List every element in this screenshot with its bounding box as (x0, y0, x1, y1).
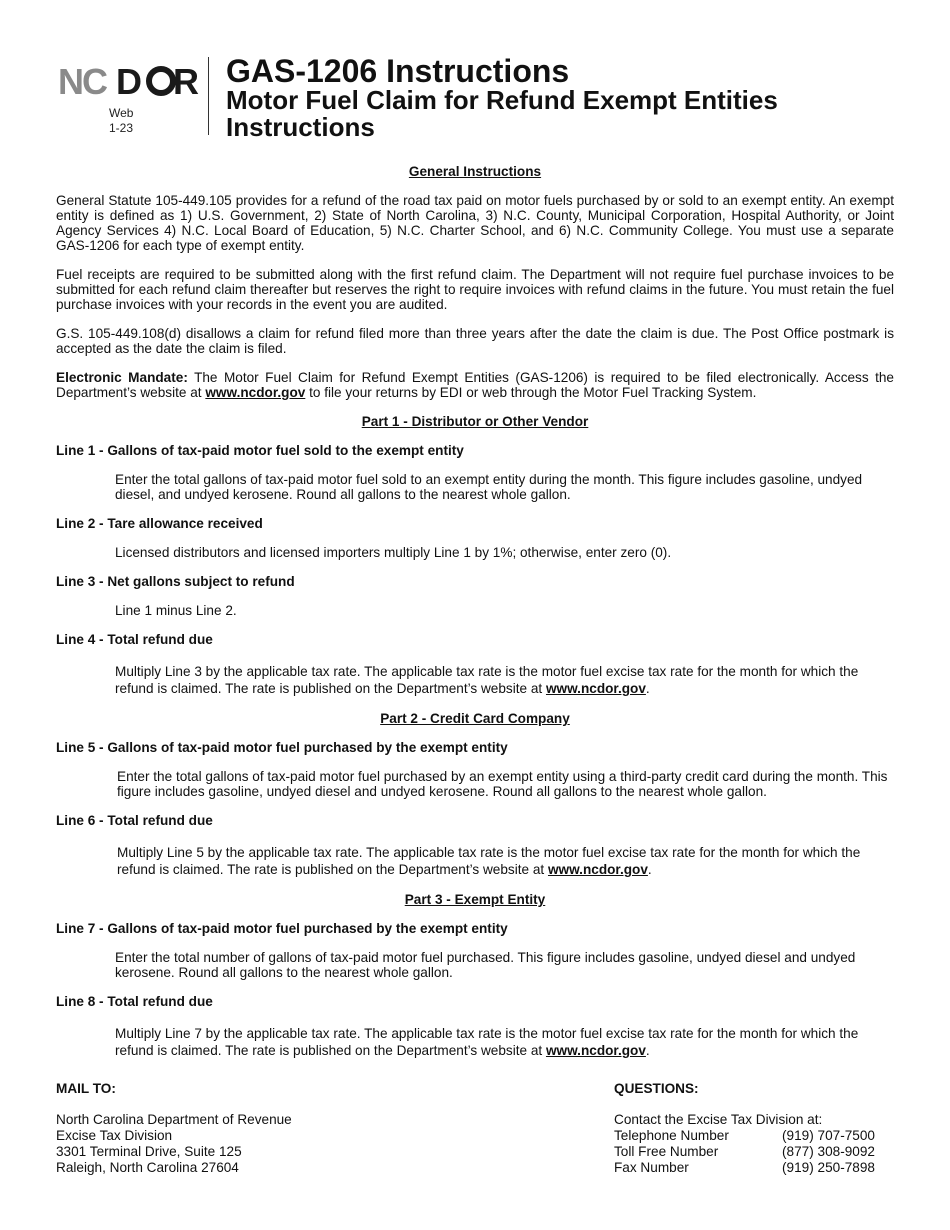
form-title: GAS-1206 Instructions (226, 53, 570, 89)
tollfree-label: Toll Free Number (614, 1144, 719, 1159)
tollfree-value: (877) 308-9092 (782, 1144, 875, 1159)
mail-to-block (56, 1081, 292, 1176)
mandate-text-1: The Motor Fuel Claim for Refund Exempt Entities (GAS-1206) is required to be filed electronically. Access the Department’s website at (56, 370, 894, 400)
phone-label: Telephone Number (614, 1128, 729, 1143)
questions-intro: Contact the Excise Tax Division at: (614, 1112, 823, 1127)
mail-line-2: Excise Tax Division (56, 1128, 173, 1143)
ncdor-link[interactable]: www.ncdor.gov (545, 681, 646, 696)
line1-text: Enter the total gallons of tax-paid motor fuel sold to an exempt entity during the month. This figure includes gasoline, undyed diesel, and undyed kerosene. Round all gallons to the nearest whole gallon. (115, 472, 863, 502)
line3-text: Line 1 minus Line 2. (115, 603, 237, 618)
version-label: 1-23 (109, 121, 134, 135)
phone-value: (919) 707-7500 (782, 1128, 875, 1143)
web-label: Web (109, 106, 134, 120)
questions-block (614, 1081, 875, 1176)
line7-heading: Line 7 - Gallons of tax-paid motor fuel purchased by the exempt entity (56, 921, 508, 936)
mail-line-3: 3301 Terminal Drive, Suite 125 (56, 1144, 242, 1159)
line5-text: Enter the total gallons of tax-paid motor fuel purchased by an exempt entity using a third-party credit card during the month. This figure includes gasoline, undyed diesel and undyed kerosene. Round all gallons to the nearest whole gallon. (117, 769, 888, 799)
fax-label: Fax Number (614, 1160, 689, 1175)
phone-row (614, 1128, 875, 1144)
line6-body: Multiply Line 5 by the applicable tax rate. The applicable tax rate is the motor fuel excise tax rate for the month for which the refund is claimed. The rate is published on the Department’s website at (117, 845, 861, 877)
line4-heading: Line 4 - Total refund due (56, 632, 213, 647)
part3-heading: Part 3 - Exempt Entity (404, 892, 546, 907)
line8-heading: Line 8 - Total refund due (56, 994, 213, 1009)
fax-row (614, 1160, 875, 1176)
svg-text:R: R (173, 61, 199, 102)
form-subtitle-2: Instructions (226, 112, 375, 142)
questions-heading: QUESTIONS: (614, 1081, 699, 1096)
instructions-body (56, 164, 894, 1073)
mail-line-4: Raleigh, North Carolina 27604 (56, 1160, 239, 1175)
version-block (109, 106, 133, 136)
line6-heading: Line 6 - Total refund due (56, 813, 213, 828)
general-paragraph-2: Fuel receipts are required to be submitted along with the first refund claim. The Department will not require fuel purchase invoices to be submitted for each refund claim thereafter but reserves the right to require invoices with refund claims in the future. You must retain the fuel purchase invoices with your records in the event you are audited. (56, 267, 894, 312)
line2-text: Licensed distributors and licensed importers multiply Line 1 by 1%; otherwise, enter zero (0). (115, 545, 672, 560)
line7-text: Enter the total number of gallons of tax-paid motor fuel purchased. This figure includes gasoline, undyed diesel and undyed kerosene. Round all gallons to the nearest whole gallon. (115, 950, 856, 980)
line1-heading: Line 1 - Gallons of tax-paid motor fuel sold to the exempt entity (56, 443, 464, 458)
svg-text:D: D (116, 61, 141, 102)
mandate-label: Electronic Mandate: (56, 370, 188, 385)
ncdor-link[interactable]: www.ncdor.gov (205, 385, 306, 400)
part1-heading: Part 1 - Distributor or Other Vendor (361, 414, 589, 429)
header-divider (208, 57, 209, 135)
title-block (226, 55, 778, 141)
mandate-text-2: to file your returns by EDI or web through the Motor Fuel Tracking System. (305, 385, 757, 400)
line8-text: Multiply Line 7 by the applicable tax rate. The applicable tax rate is the motor fuel excise tax rate for the month for which the refund is claimed. The rate is published on the Department’s website at www.ncdor.gov. (115, 1026, 859, 1058)
page-header (58, 55, 898, 140)
fax-value: (919) 250-7898 (782, 1160, 875, 1175)
ncdor-logo-mark (58, 61, 199, 102)
tollfree-row (614, 1144, 875, 1160)
electronic-mandate-paragraph (56, 370, 894, 400)
mail-line-1: North Carolina Department of Revenue (56, 1112, 292, 1127)
form-subtitle-1: Motor Fuel Claim for Refund Exempt Entities (226, 85, 778, 115)
line3-heading: Line 3 - Net gallons subject to refund (56, 574, 295, 589)
ncdor-link[interactable]: www.ncdor.gov (545, 1043, 646, 1058)
ncdor-logo (58, 61, 199, 135)
ncdor-link[interactable]: www.ncdor.gov (547, 862, 648, 877)
line8-body: Multiply Line 7 by the applicable tax rate. The applicable tax rate is the motor fuel excise tax rate for the month for which the refund is claimed. The rate is published on the Department’s website at (115, 1026, 859, 1058)
mail-heading: MAIL TO: (56, 1081, 116, 1096)
line2-heading: Line 2 - Tare allowance received (56, 516, 263, 531)
general-paragraph-3: G.S. 105-449.108(d) disallows a claim for refund filed more than three years after the date the claim is due. The Post Office postmark is accepted as the date the claim is filed. (56, 326, 894, 356)
line4-body: Multiply Line 3 by the applicable tax rate. The applicable tax rate is the motor fuel excise tax rate for the month for which the refund is claimed. The rate is published on the Department’s website at (115, 664, 859, 696)
general-instructions-heading: General Instructions (408, 164, 542, 179)
general-paragraph-1: General Statute 105-449.105 provides for a refund of the road tax paid on motor fuels purchased by or sold to an exempt entity. An exempt entity is defined as 1) U.S. Government, 2) State of North Carolina, 3) N.C. County, Municipal Corporation, Hospital Authority, or Joint Agency Services 4) N.C. Local Board of Education, 5) N.C. Charter School, and 6) N.C. Community College. You must use a separate GAS-1206 for each type of exempt entity. (56, 193, 894, 253)
part2-heading: Part 2 - Credit Card Company (380, 711, 570, 726)
line4-text: Multiply Line 3 by the applicable tax rate. The applicable tax rate is the motor fuel excise tax rate for the month for which the refund is claimed. The rate is published on the Department’s website at www.ncdor.gov. (115, 664, 859, 696)
line6-text: Multiply Line 5 by the applicable tax rate. The applicable tax rate is the motor fuel excise tax rate for the month for which the refund is claimed. The rate is published on the Department’s website at www.ncdor.gov. (117, 845, 861, 877)
svg-text:NC: NC (58, 61, 106, 102)
line5-heading: Line 5 - Gallons of tax-paid motor fuel purchased by the exempt entity (56, 740, 508, 755)
